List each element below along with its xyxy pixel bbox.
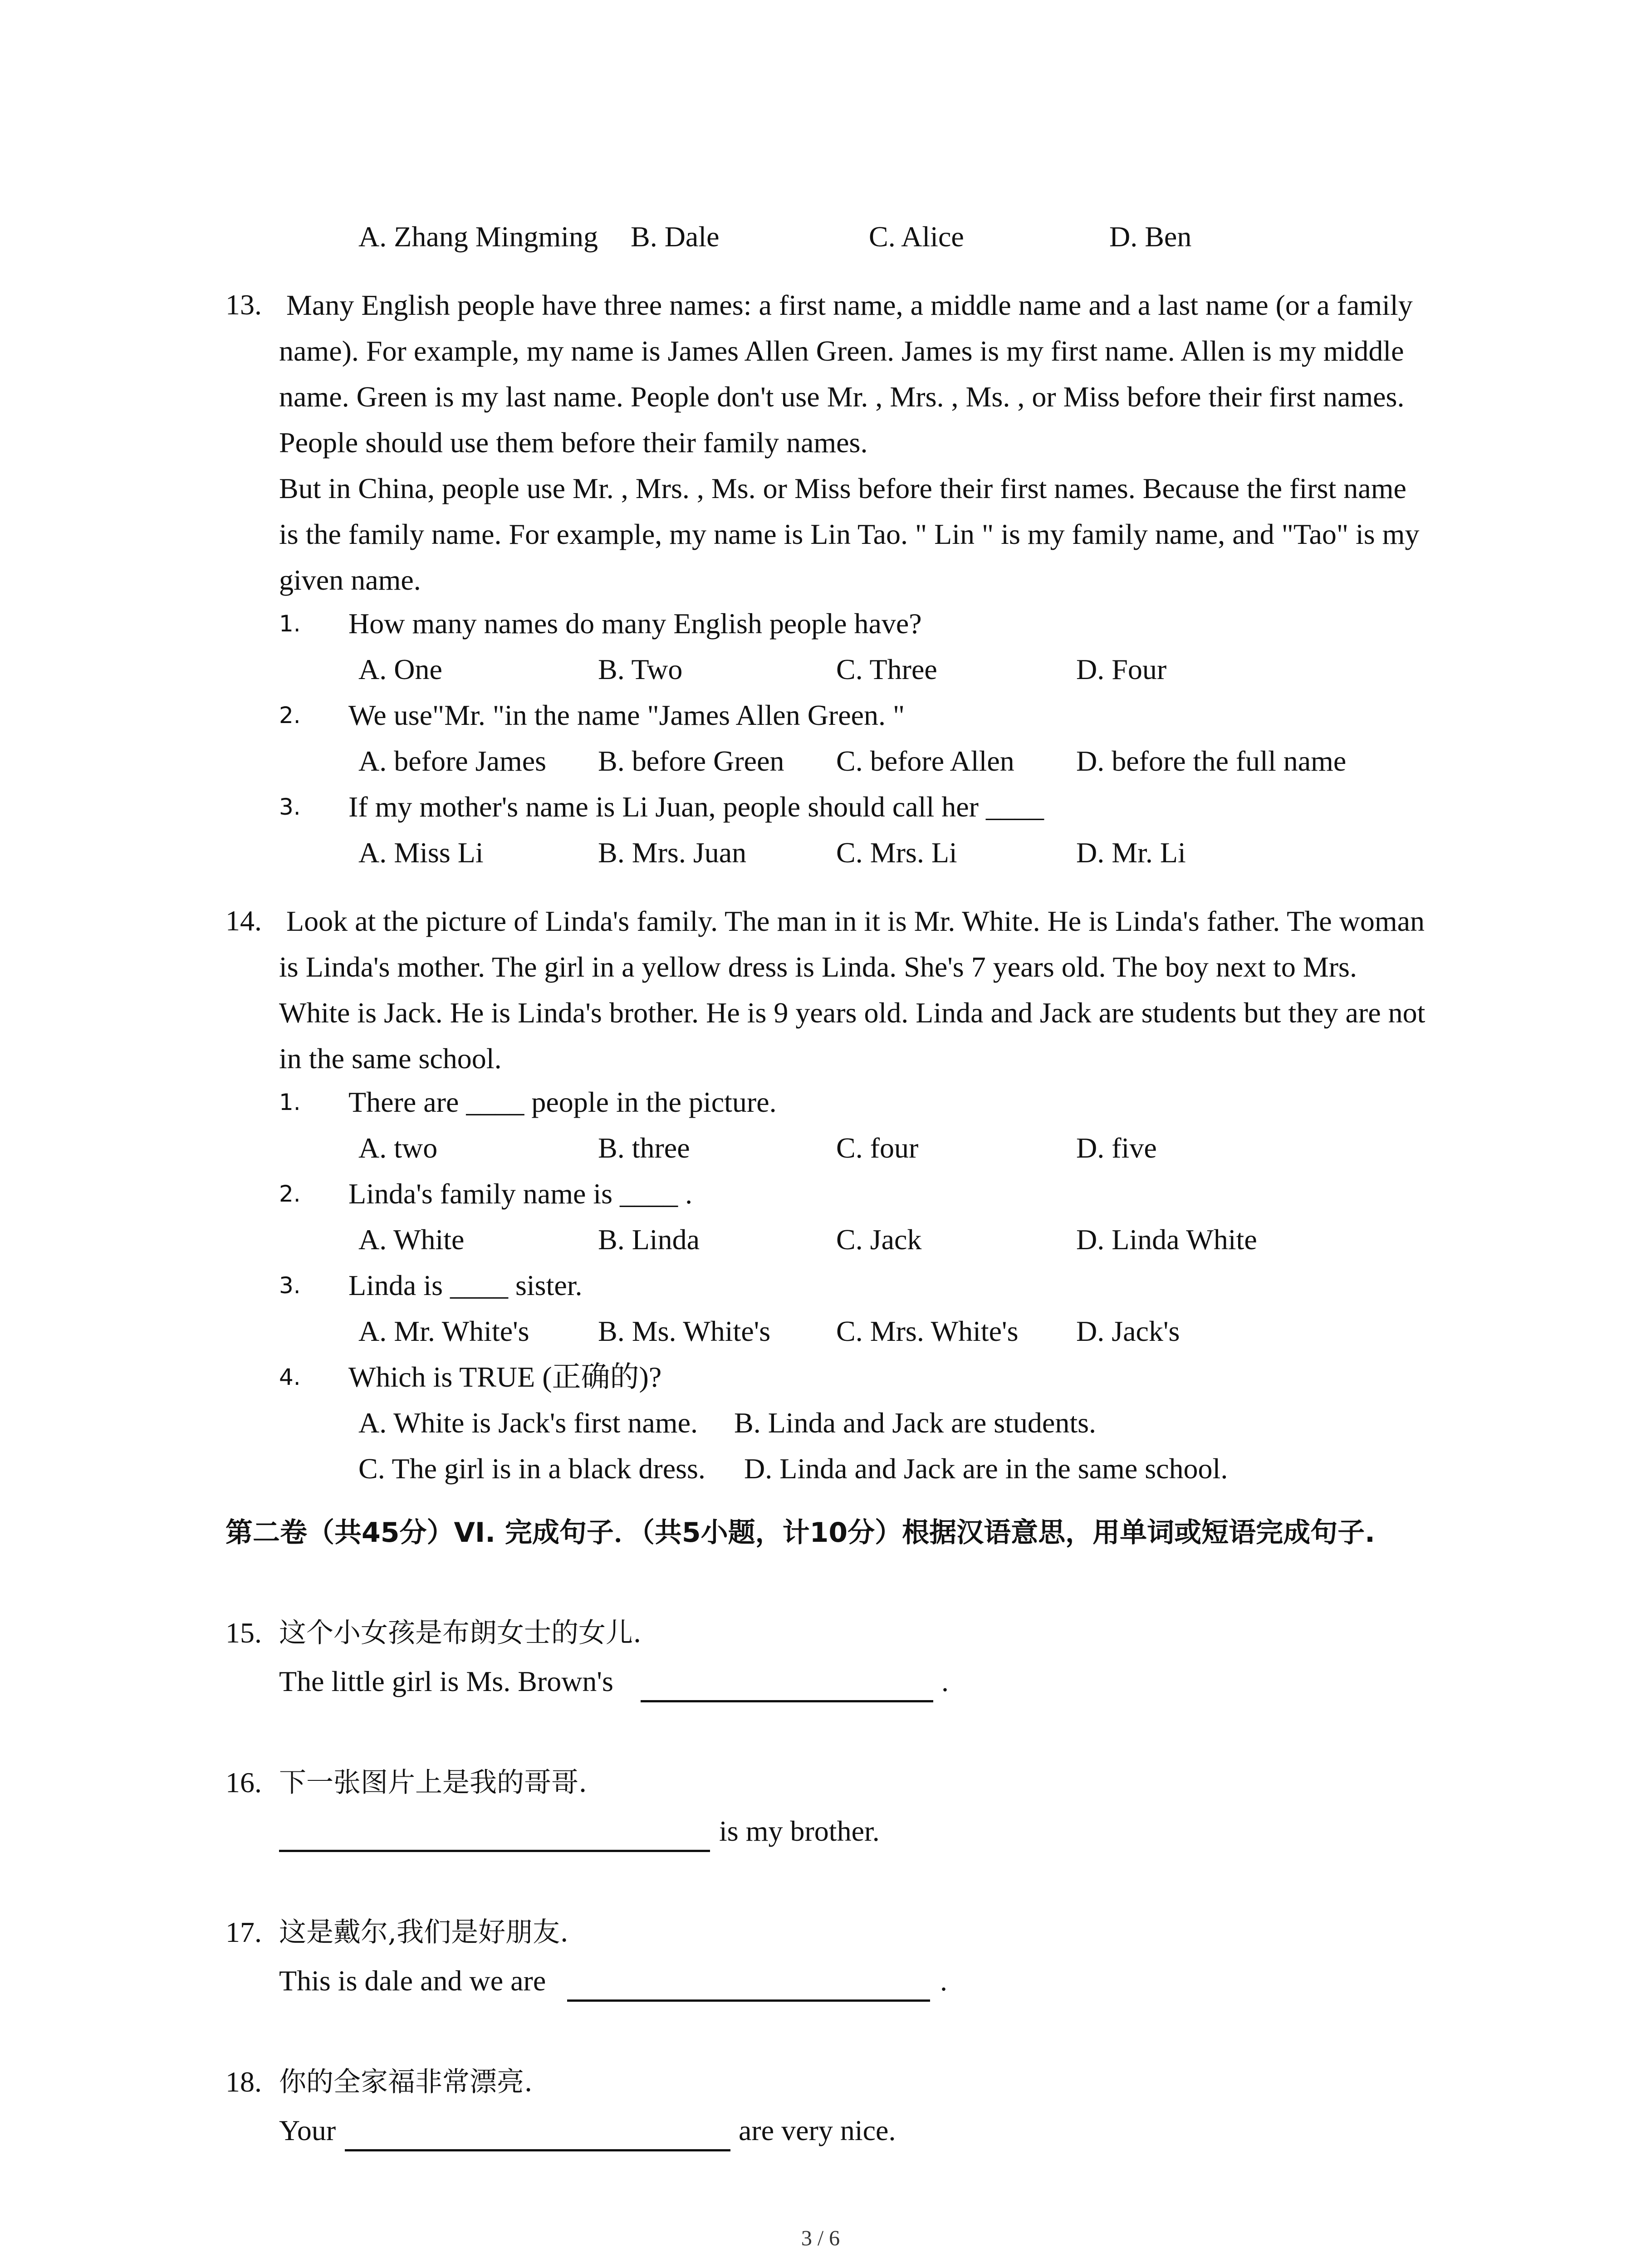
option-c: C. Jack	[836, 1223, 922, 1256]
q14-passage: Look at the picture of Linda's family. The man in it is Mr. White. He is Linda's father. The woman is Linda's mother. The girl in a yellow dress is Linda. She's 7 years old. The boy next to Mrs. White is Jack. He is Linda's brother. He is 9 years old. Linda and Jack are students but they are not in the same school.	[279, 905, 1425, 1075]
sub-question-number: 2.	[279, 1181, 301, 1207]
option-a: A. One	[358, 653, 442, 685]
option-a: A. Miss Li	[358, 836, 484, 869]
q13-passage: Many English people have three names: a first name, a middle name and a last name (or a family name). For example, my name is James Allen Green. James is my first name. Allen is my middle name. Green is my last name. People don't use Mr. , Mrs. , Ms. , or Miss before their first names. People should use them before their family names.	[279, 289, 1413, 459]
sentence-end: .	[940, 1965, 947, 1997]
option-c: C. The girl is in a black dress.	[358, 1452, 705, 1485]
option-d: D. Linda and Jack are in the same school.	[744, 1452, 1228, 1485]
option-c: C. before Allen	[836, 745, 1014, 777]
option-a: A. two	[358, 1132, 438, 1164]
sentence-end: are very nice.	[739, 2114, 896, 2146]
option-b: B. Two	[598, 653, 683, 685]
answer-blank[interactable]	[641, 1674, 933, 1702]
option-c: C. four	[836, 1132, 919, 1164]
sentence-end: is my brother.	[719, 1815, 880, 1847]
sub-question-number: 1.	[279, 611, 301, 637]
sub-question-number: 3.	[279, 794, 301, 820]
section-heading: 第二卷（共45分）VI. 完成句子．（共5小题，计10分）根据汉语意思，用单词或短语完成句子.	[225, 1517, 1375, 1549]
option-b: B. three	[598, 1132, 690, 1164]
sub-question-text: We use"Mr. "in the name "James Allen Green. "	[348, 699, 905, 731]
option-a: A. before James	[358, 745, 547, 777]
option-d: D. Linda White	[1076, 1223, 1257, 1256]
option-b: B. Linda	[598, 1223, 700, 1256]
q12-option-c: C. Alice	[869, 220, 964, 253]
option-b: B. Linda and Jack are students.	[734, 1407, 1096, 1439]
option-b: B. Mrs. Juan	[598, 836, 747, 869]
chinese-prompt: 这是戴尔,我们是好朋友.	[279, 1916, 569, 1948]
option-d: D. Four	[1076, 653, 1167, 685]
question-number: 14.	[225, 904, 262, 937]
sub-question-text: Which is TRUE (正确的)?	[348, 1361, 662, 1393]
option-d: D. before the full name	[1076, 745, 1347, 777]
q12-option-b: B. Dale	[631, 220, 720, 253]
answer-blank[interactable]	[567, 1973, 930, 2002]
sub-question-text: Linda is ____ sister.	[348, 1269, 583, 1301]
sub-question-number: 1.	[279, 1089, 301, 1115]
question-number: 18.	[225, 2066, 262, 2098]
option-d: D. Mr. Li	[1076, 836, 1186, 869]
sub-question-number: 2.	[279, 702, 301, 728]
q12-option-a: A. Zhang Mingming	[358, 220, 598, 253]
q13-passage-2: But in China, people use Mr. , Mrs. , Ms. or Miss before their first names. Because the first name is the family name. For example, my name is Lin Tao. " Lin " is my family name, and "Tao" is my given name.	[279, 472, 1420, 596]
question-number: 15.	[225, 1617, 262, 1649]
sentence-start: The little girl is Ms. Brown's	[279, 1665, 613, 1697]
q12-option-d: D. Ben	[1109, 220, 1192, 253]
option-c: C. Mrs. Li	[836, 836, 957, 869]
question-number: 13.	[225, 288, 262, 321]
sentence-end: .	[941, 1665, 949, 1697]
option-b: B. before Green	[598, 745, 784, 777]
answer-blank[interactable]	[279, 1823, 710, 1852]
option-a: A. Mr. White's	[358, 1315, 529, 1347]
sentence-start: Your	[279, 2114, 336, 2146]
option-c: C. Mrs. White's	[836, 1315, 1019, 1347]
question-number: 16.	[225, 1766, 262, 1799]
question-number: 17.	[225, 1916, 262, 1948]
sentence-start: This is dale and we are	[279, 1965, 546, 1997]
option-c: C. Three	[836, 653, 937, 685]
sub-question-number: 3.	[279, 1272, 301, 1299]
sub-question-number: 4.	[279, 1364, 301, 1390]
answer-blank[interactable]	[345, 2123, 730, 2151]
sub-question-text: How many names do many English people have?	[348, 607, 922, 640]
option-a: A. White is Jack's first name.	[358, 1407, 698, 1439]
option-d: D. Jack's	[1076, 1315, 1180, 1347]
sub-question-text: Linda's family name is ____ .	[348, 1178, 693, 1210]
sub-question-text: If my mother's name is Li Juan, people should call her ____	[348, 791, 1044, 823]
sub-question-text: There are ____ people in the picture.	[348, 1086, 777, 1118]
option-d: D. five	[1076, 1132, 1157, 1164]
chinese-prompt: 这个小女孩是布朗女士的女儿.	[279, 1617, 642, 1649]
option-b: B. Ms. White's	[598, 1315, 771, 1347]
page-number: 3 / 6	[801, 2226, 840, 2250]
chinese-prompt: 下一张图片上是我的哥哥.	[279, 1767, 588, 1799]
option-a: A. White	[358, 1223, 465, 1256]
chinese-prompt: 你的全家福非常漂亮.	[279, 2066, 533, 2098]
